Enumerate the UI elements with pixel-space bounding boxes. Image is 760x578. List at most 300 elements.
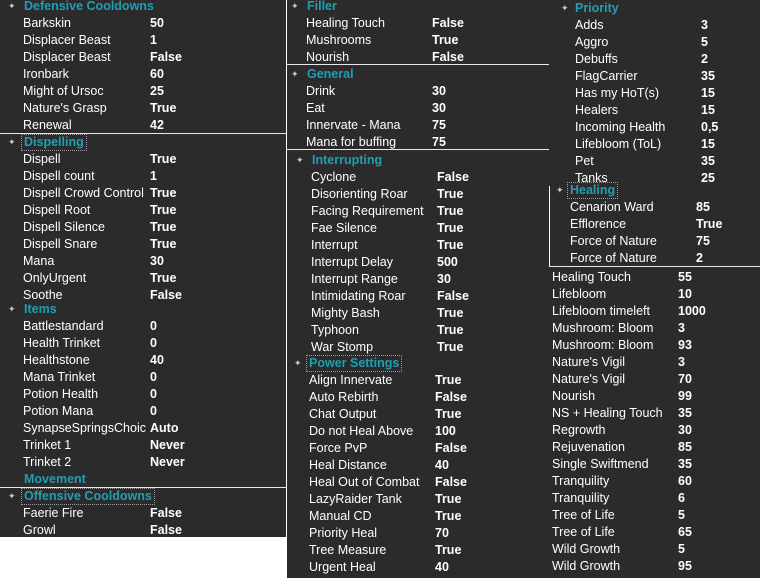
setting-row[interactable] bbox=[549, 34, 760, 51]
setting-value[interactable]: True bbox=[435, 543, 462, 557]
collapse-icon[interactable]: ✦ bbox=[8, 304, 16, 314]
setting-row[interactable] bbox=[287, 559, 554, 576]
setting-row[interactable] bbox=[287, 254, 554, 271]
setting-row[interactable] bbox=[549, 51, 760, 68]
section-title: Healing bbox=[567, 182, 618, 199]
setting-row[interactable] bbox=[549, 490, 760, 507]
settings-panel-col2 bbox=[287, 0, 554, 578]
section-title: Dispelling bbox=[21, 134, 87, 151]
setting-label: Efflorence bbox=[570, 217, 627, 231]
setting-row[interactable] bbox=[287, 117, 554, 134]
setting-label: Nature's Vigil bbox=[552, 372, 626, 386]
collapse-icon[interactable]: ✦ bbox=[294, 358, 302, 368]
setting-label: Force PvP bbox=[309, 441, 368, 455]
setting-value[interactable]: 40 bbox=[435, 458, 449, 472]
section-title: Items bbox=[24, 302, 57, 316]
setting-value[interactable]: True bbox=[432, 33, 459, 47]
section-header-power-settings[interactable] bbox=[287, 355, 554, 372]
setting-row[interactable] bbox=[0, 202, 286, 219]
setting-value[interactable]: False bbox=[435, 475, 467, 489]
setting-row[interactable] bbox=[287, 288, 554, 305]
setting-label: Healers bbox=[575, 103, 619, 117]
setting-value[interactable]: True bbox=[150, 237, 177, 251]
setting-row[interactable] bbox=[549, 153, 760, 170]
setting-row[interactable] bbox=[549, 250, 760, 267]
setting-label: Disorienting Roar bbox=[311, 187, 408, 201]
setting-row[interactable] bbox=[549, 541, 760, 558]
setting-label: Tree of Life bbox=[552, 525, 615, 539]
setting-value[interactable]: 35 bbox=[701, 154, 715, 168]
section-header-dispelling[interactable] bbox=[0, 134, 286, 151]
setting-label: Regrowth bbox=[552, 423, 606, 437]
section-title: Movement bbox=[24, 472, 86, 486]
setting-value[interactable]: 40 bbox=[435, 560, 449, 574]
setting-value[interactable]: Auto bbox=[150, 421, 179, 435]
setting-row[interactable] bbox=[287, 457, 554, 474]
setting-label: Tranquility bbox=[552, 491, 610, 505]
setting-value[interactable]: True bbox=[437, 187, 464, 201]
collapse-icon[interactable]: ✦ bbox=[291, 69, 299, 79]
setting-row[interactable] bbox=[287, 525, 554, 542]
setting-row[interactable] bbox=[0, 117, 286, 134]
setting-row[interactable] bbox=[0, 15, 286, 32]
setting-value[interactable]: 5 bbox=[701, 35, 708, 49]
setting-value[interactable]: 60 bbox=[150, 67, 164, 81]
setting-row[interactable] bbox=[287, 203, 554, 220]
setting-row[interactable] bbox=[287, 440, 554, 457]
setting-value[interactable]: True bbox=[150, 271, 177, 285]
setting-value[interactable]: 0 bbox=[150, 387, 157, 401]
collapse-icon[interactable]: ✦ bbox=[8, 491, 16, 501]
setting-value[interactable]: True bbox=[435, 492, 462, 506]
setting-value[interactable]: True bbox=[150, 101, 177, 115]
setting-value[interactable]: 100 bbox=[435, 424, 456, 438]
setting-row[interactable] bbox=[287, 186, 554, 203]
setting-row[interactable] bbox=[287, 322, 554, 339]
setting-value[interactable]: False bbox=[432, 16, 464, 30]
settings-panel-col1 bbox=[0, 0, 286, 537]
setting-row[interactable] bbox=[549, 507, 760, 524]
setting-label: Dispell Snare bbox=[23, 237, 98, 251]
setting-row[interactable] bbox=[549, 85, 760, 102]
setting-label: Renewal bbox=[23, 118, 72, 132]
setting-row[interactable] bbox=[0, 454, 286, 471]
setting-value[interactable]: 3 bbox=[678, 355, 685, 369]
setting-value[interactable]: 25 bbox=[150, 84, 164, 98]
setting-value[interactable]: 85 bbox=[696, 200, 710, 214]
setting-value[interactable]: False bbox=[437, 170, 469, 184]
setting-row[interactable] bbox=[549, 524, 760, 541]
setting-row[interactable] bbox=[0, 66, 286, 83]
setting-row[interactable] bbox=[287, 83, 554, 100]
setting-value[interactable]: 500 bbox=[437, 255, 458, 269]
setting-row[interactable] bbox=[549, 558, 760, 575]
setting-label: Wild Growth bbox=[552, 559, 621, 573]
setting-label: Force of Nature bbox=[570, 251, 657, 265]
setting-row[interactable] bbox=[287, 169, 554, 186]
setting-row[interactable] bbox=[0, 386, 286, 403]
setting-row[interactable] bbox=[287, 339, 554, 356]
collapse-icon[interactable]: ✦ bbox=[561, 3, 569, 13]
setting-label: Adds bbox=[575, 18, 604, 32]
setting-label: Has my HoT(s) bbox=[575, 86, 660, 100]
setting-row[interactable] bbox=[0, 318, 286, 335]
section-title: General bbox=[307, 67, 354, 81]
setting-value[interactable]: 15 bbox=[701, 103, 715, 117]
setting-row[interactable] bbox=[287, 237, 554, 254]
setting-label: Single Swiftmend bbox=[552, 457, 649, 471]
setting-value[interactable]: 30 bbox=[432, 101, 446, 115]
setting-value[interactable]: 1 bbox=[150, 33, 157, 47]
setting-row[interactable] bbox=[549, 17, 760, 34]
setting-label: Rejuvenation bbox=[552, 440, 625, 454]
setting-value[interactable]: 75 bbox=[432, 135, 446, 149]
setting-row[interactable] bbox=[549, 405, 760, 422]
setting-row[interactable] bbox=[549, 233, 760, 250]
setting-value[interactable]: 30 bbox=[150, 254, 164, 268]
setting-label: Aggro bbox=[575, 35, 609, 49]
setting-value[interactable]: 0 bbox=[150, 404, 157, 418]
setting-row[interactable] bbox=[287, 100, 554, 117]
setting-label: Barkskin bbox=[23, 16, 71, 30]
setting-label: Priority Heal bbox=[309, 526, 378, 540]
setting-label: Fae Silence bbox=[311, 221, 378, 235]
setting-row[interactable] bbox=[549, 439, 760, 456]
setting-label: Lifebloom bbox=[552, 287, 607, 301]
setting-row[interactable] bbox=[287, 508, 554, 525]
setting-row[interactable] bbox=[549, 199, 760, 216]
setting-value[interactable]: True bbox=[437, 221, 464, 235]
setting-row[interactable] bbox=[0, 420, 286, 437]
setting-value[interactable]: 50 bbox=[150, 16, 164, 30]
setting-row[interactable] bbox=[287, 491, 554, 508]
setting-label: Dispell bbox=[23, 152, 61, 166]
setting-label: Growl bbox=[23, 523, 56, 537]
setting-value[interactable]: True bbox=[437, 340, 464, 354]
setting-value[interactable]: Never bbox=[150, 438, 185, 452]
setting-value[interactable]: 85 bbox=[678, 440, 692, 454]
setting-label: Tree Measure bbox=[309, 543, 387, 557]
setting-value[interactable]: 15 bbox=[701, 137, 715, 151]
setting-value[interactable]: False bbox=[432, 50, 464, 64]
setting-label: Debuffs bbox=[575, 52, 618, 66]
setting-label: Manual CD bbox=[309, 509, 372, 523]
setting-value[interactable]: 10 bbox=[678, 287, 692, 301]
setting-label: SynapseSpringsChoic bbox=[23, 421, 146, 435]
setting-value[interactable]: 30 bbox=[678, 423, 692, 437]
section-title: Defensive Cooldowns bbox=[24, 0, 154, 13]
setting-value[interactable]: True bbox=[150, 220, 177, 234]
setting-value[interactable]: 75 bbox=[432, 118, 446, 132]
section-header-filler[interactable] bbox=[287, 0, 554, 15]
setting-label: Typhoon bbox=[311, 323, 359, 337]
setting-label: Mana for buffing bbox=[306, 135, 397, 149]
collapse-icon[interactable]: ✦ bbox=[556, 185, 564, 195]
setting-value[interactable]: True bbox=[437, 323, 464, 337]
setting-label: Healing Touch bbox=[306, 16, 385, 30]
setting-label: Dispell count bbox=[23, 169, 95, 183]
setting-value[interactable]: 5 bbox=[678, 542, 685, 556]
setting-row[interactable] bbox=[549, 456, 760, 473]
setting-value[interactable]: 1000 bbox=[678, 304, 706, 318]
setting-label: Pet bbox=[575, 154, 594, 168]
setting-value[interactable]: 35 bbox=[678, 457, 692, 471]
setting-label: Dispell Crowd Control bbox=[23, 186, 144, 200]
setting-label: Trinket 1 bbox=[23, 438, 72, 452]
setting-label: NS + Healing Touch bbox=[552, 406, 663, 420]
setting-value[interactable]: 70 bbox=[678, 372, 692, 386]
setting-label: Soothe bbox=[23, 288, 63, 302]
setting-row[interactable] bbox=[0, 437, 286, 454]
setting-value[interactable]: False bbox=[150, 50, 182, 64]
setting-label: Mushrooms bbox=[306, 33, 372, 47]
section-title: Offensive Cooldowns bbox=[21, 488, 155, 505]
setting-value[interactable]: True bbox=[696, 217, 723, 231]
setting-label: Align Innervate bbox=[309, 373, 393, 387]
setting-value[interactable]: 0 bbox=[150, 319, 157, 333]
setting-row[interactable] bbox=[0, 236, 286, 253]
setting-row[interactable] bbox=[549, 388, 760, 405]
setting-label: Potion Health bbox=[23, 387, 99, 401]
setting-value[interactable]: 99 bbox=[678, 389, 692, 403]
setting-row[interactable] bbox=[0, 168, 286, 185]
setting-row[interactable] bbox=[0, 185, 286, 202]
setting-label: Intimidating Roar bbox=[311, 289, 406, 303]
setting-label: Drink bbox=[306, 84, 336, 98]
setting-label: Urgent Heal bbox=[309, 560, 376, 574]
setting-label: Mana Trinket bbox=[23, 370, 96, 384]
setting-row[interactable] bbox=[549, 119, 760, 136]
setting-row[interactable] bbox=[549, 303, 760, 320]
setting-value[interactable]: True bbox=[150, 152, 177, 166]
section-header-general[interactable] bbox=[287, 66, 554, 83]
setting-value[interactable]: False bbox=[150, 523, 182, 537]
setting-value[interactable]: 6 bbox=[678, 491, 685, 505]
setting-label: Heal Distance bbox=[309, 458, 387, 472]
setting-value[interactable]: 55 bbox=[678, 270, 692, 284]
setting-row[interactable] bbox=[287, 389, 554, 406]
setting-value[interactable]: True bbox=[437, 204, 464, 218]
section-divider bbox=[549, 266, 760, 267]
setting-row[interactable] bbox=[0, 522, 286, 539]
setting-label: Nourish bbox=[552, 389, 596, 403]
setting-value[interactable]: 1 bbox=[150, 169, 157, 183]
setting-value[interactable]: 0,5 bbox=[701, 120, 719, 134]
setting-row[interactable] bbox=[0, 253, 286, 270]
setting-row[interactable] bbox=[0, 100, 286, 117]
setting-row[interactable] bbox=[287, 542, 554, 559]
setting-label: Tranquility bbox=[552, 474, 610, 488]
setting-label: War Stomp bbox=[311, 340, 374, 354]
setting-row[interactable] bbox=[549, 136, 760, 153]
setting-row[interactable] bbox=[0, 369, 286, 386]
setting-value[interactable]: 2 bbox=[696, 251, 703, 265]
setting-label: Interrupt bbox=[311, 238, 358, 252]
setting-label: Cenarion Ward bbox=[570, 200, 654, 214]
setting-value[interactable]: 95 bbox=[678, 559, 692, 573]
setting-row[interactable] bbox=[549, 320, 760, 337]
setting-label: Faerie Fire bbox=[23, 506, 84, 520]
setting-label: Eat bbox=[306, 101, 325, 115]
setting-label: Mushroom: Bloom bbox=[552, 338, 654, 352]
setting-value[interactable]: 0 bbox=[150, 336, 157, 350]
setting-label: Heal Out of Combat bbox=[309, 475, 420, 489]
setting-label: LazyRaider Tank bbox=[309, 492, 402, 506]
setting-row[interactable] bbox=[0, 151, 286, 168]
setting-row[interactable] bbox=[549, 371, 760, 388]
setting-value[interactable]: 25 bbox=[701, 171, 715, 185]
setting-label: Wild Growth bbox=[552, 542, 621, 556]
setting-value[interactable]: True bbox=[435, 509, 462, 523]
setting-value[interactable]: 0 bbox=[150, 370, 157, 384]
collapse-icon[interactable]: ✦ bbox=[291, 1, 299, 11]
setting-label: Potion Mana bbox=[23, 404, 94, 418]
setting-value[interactable]: 35 bbox=[678, 406, 692, 420]
setting-value[interactable]: 65 bbox=[678, 525, 692, 539]
section-title: Interrupting bbox=[312, 153, 383, 167]
section-header-items[interactable] bbox=[0, 301, 286, 318]
setting-value[interactable]: True bbox=[150, 186, 177, 200]
setting-row[interactable] bbox=[0, 219, 286, 236]
section-title: Power Settings bbox=[306, 355, 402, 372]
setting-value[interactable]: 93 bbox=[678, 338, 692, 352]
section-title: Priority bbox=[575, 1, 619, 15]
setting-label: Mighty Bash bbox=[311, 306, 380, 320]
setting-row[interactable] bbox=[0, 49, 286, 66]
setting-value[interactable]: 40 bbox=[150, 353, 164, 367]
setting-value[interactable]: 70 bbox=[435, 526, 449, 540]
section-header-movement[interactable] bbox=[0, 471, 286, 488]
setting-value[interactable]: 3 bbox=[678, 321, 685, 335]
setting-row[interactable] bbox=[0, 335, 286, 352]
setting-row[interactable] bbox=[287, 32, 554, 49]
setting-label: Nature's Grasp bbox=[23, 101, 107, 115]
setting-value[interactable]: 75 bbox=[696, 234, 710, 248]
setting-value[interactable]: False bbox=[435, 390, 467, 404]
setting-label: FlagCarrier bbox=[575, 69, 638, 83]
setting-value[interactable]: 42 bbox=[150, 118, 164, 132]
setting-label: Healing Touch bbox=[552, 270, 631, 284]
setting-label: Nature's Vigil bbox=[552, 355, 626, 369]
setting-row[interactable] bbox=[549, 269, 760, 286]
setting-row[interactable] bbox=[549, 337, 760, 354]
section-header-defensive-cooldowns[interactable] bbox=[0, 0, 286, 15]
collapse-icon[interactable]: ✦ bbox=[8, 1, 16, 11]
setting-row[interactable] bbox=[549, 422, 760, 439]
setting-label: Health Trinket bbox=[23, 336, 101, 350]
setting-label: Ironbark bbox=[23, 67, 69, 81]
setting-label: Tanks bbox=[575, 171, 608, 185]
setting-value[interactable]: True bbox=[435, 407, 462, 421]
setting-label: Mana bbox=[23, 254, 55, 268]
section-header-healing[interactable] bbox=[549, 182, 760, 199]
section-divider bbox=[287, 64, 554, 65]
setting-label: Battlestandard bbox=[23, 319, 104, 333]
setting-row[interactable] bbox=[287, 305, 554, 322]
setting-row[interactable] bbox=[287, 406, 554, 423]
setting-label: Dispell Silence bbox=[23, 220, 105, 234]
setting-label: Displacer Beast bbox=[23, 50, 111, 64]
setting-row[interactable] bbox=[287, 15, 554, 32]
section-header-interrupting[interactable] bbox=[287, 152, 554, 169]
setting-row[interactable] bbox=[549, 473, 760, 490]
setting-label: Innervate - Mana bbox=[306, 118, 401, 132]
setting-label: Facing Requirement bbox=[311, 204, 424, 218]
setting-label: Interrupt Range bbox=[311, 272, 398, 286]
setting-label: Interrupt Delay bbox=[311, 255, 393, 269]
setting-row[interactable] bbox=[0, 505, 286, 522]
setting-value[interactable]: True bbox=[435, 373, 462, 387]
collapse-icon[interactable]: ✦ bbox=[296, 155, 304, 165]
setting-label: Cyclone bbox=[311, 170, 357, 184]
setting-row[interactable] bbox=[287, 220, 554, 237]
setting-row[interactable] bbox=[549, 68, 760, 85]
setting-row[interactable] bbox=[0, 270, 286, 287]
setting-row[interactable] bbox=[549, 216, 760, 233]
setting-label: Tree of Life bbox=[552, 508, 615, 522]
setting-row[interactable] bbox=[287, 423, 554, 440]
setting-value[interactable]: True bbox=[437, 306, 464, 320]
setting-value[interactable]: True bbox=[437, 238, 464, 252]
setting-label: Lifebloom timeleft bbox=[552, 304, 650, 318]
setting-label: OnlyUrgent bbox=[23, 271, 87, 285]
section-header-offensive-cooldowns[interactable] bbox=[0, 488, 286, 505]
setting-label: Healthstone bbox=[23, 353, 90, 367]
setting-value[interactable]: True bbox=[150, 203, 177, 217]
setting-label: Auto Rebirth bbox=[309, 390, 379, 404]
setting-row[interactable] bbox=[0, 352, 286, 369]
setting-value[interactable]: 5 bbox=[678, 508, 685, 522]
setting-label: Trinket 2 bbox=[23, 455, 72, 469]
setting-label: Lifebloom (ToL) bbox=[575, 137, 662, 151]
setting-label: Dispell Root bbox=[23, 203, 91, 217]
setting-label: Do not Heal Above bbox=[309, 424, 414, 438]
setting-row[interactable] bbox=[549, 102, 760, 119]
setting-row[interactable] bbox=[287, 271, 554, 288]
setting-value[interactable]: 15 bbox=[701, 86, 715, 100]
collapse-icon[interactable]: ✦ bbox=[8, 137, 16, 147]
setting-row[interactable] bbox=[287, 474, 554, 491]
setting-row[interactable] bbox=[0, 32, 286, 49]
setting-value[interactable]: 60 bbox=[678, 474, 692, 488]
setting-value[interactable]: 2 bbox=[701, 52, 708, 66]
setting-value[interactable]: 30 bbox=[437, 272, 451, 286]
setting-value[interactable]: 3 bbox=[701, 18, 708, 32]
section-title: Filler bbox=[307, 0, 337, 13]
setting-value[interactable]: False bbox=[437, 289, 469, 303]
setting-value[interactable]: 30 bbox=[432, 84, 446, 98]
section-header-priority[interactable] bbox=[549, 0, 760, 17]
setting-label: Force of Nature bbox=[570, 234, 657, 248]
section-divider bbox=[287, 149, 554, 150]
setting-row[interactable] bbox=[0, 83, 286, 100]
setting-value[interactable]: 35 bbox=[701, 69, 715, 83]
setting-value[interactable]: False bbox=[435, 441, 467, 455]
setting-row[interactable] bbox=[287, 372, 554, 389]
setting-row[interactable] bbox=[0, 403, 286, 420]
setting-value[interactable]: False bbox=[150, 288, 182, 302]
setting-label: Displacer Beast bbox=[23, 33, 111, 47]
setting-label: Might of Ursoc bbox=[23, 84, 104, 98]
setting-label: Mushroom: Bloom bbox=[552, 321, 654, 335]
setting-row[interactable] bbox=[549, 354, 760, 371]
setting-label: Nourish bbox=[306, 50, 350, 64]
setting-value[interactable]: Never bbox=[150, 455, 185, 469]
setting-label: Incoming Health bbox=[575, 120, 666, 134]
setting-row[interactable] bbox=[549, 286, 760, 303]
setting-value[interactable]: False bbox=[150, 506, 182, 520]
settings-panel-col3 bbox=[549, 0, 760, 578]
